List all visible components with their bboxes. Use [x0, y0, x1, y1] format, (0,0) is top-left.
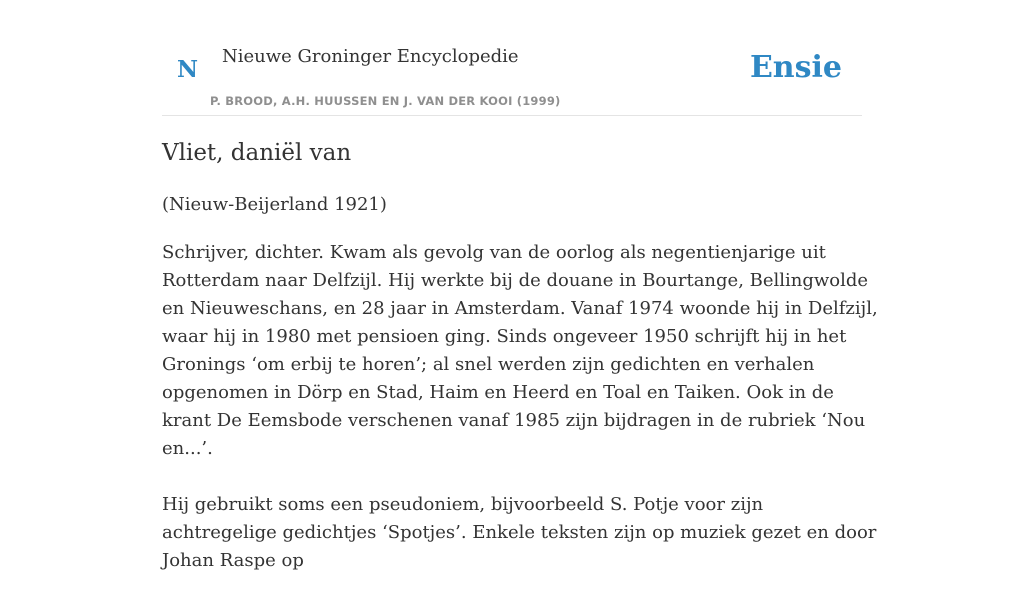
- entry-body: [162, 239, 882, 603]
- source-logo: N: [177, 56, 199, 83]
- source-authors: P. BROOD, A.H. HUUSSEN EN J. VAN DER KOOI (1999): [210, 94, 561, 108]
- entry-subtitle: (Nieuw-Beijerland 1921): [162, 194, 387, 215]
- entry-paragraph: Schrijver, dichter. Kwam als gevolg van de oorlog als negentienjarige uit Rotterdam naar Delfzijl. Hij werkte bij de douane in Bourtange, Bellingwolde en Nieuweschans, en 28 jaar in Amsterdam. Vanaf 1974 woonde hij in Delfzijl, waar hij in 1980 met pensioen ging. Sinds ongeveer 1950 schrijft hij in het Gronings ‘om erbij te horen’; al snel werden zijn gedichten en verhalen opgenomen in Dörp en Stad, Haim en Heerd en Toal en Taiken. Ook in de krant De Eemsbode verschenen vanaf 1985 zijn bijdragen in de rubriek ‘Nou en...’.: [162, 242, 878, 459]
- page: [162, 0, 878, 571]
- brand-logo-link[interactable]: Ensie: [749, 50, 842, 85]
- entry-paragraph: Hij gebruikt soms een pseudoniem, bijvoorbeeld S. Potje voor zijn achtregelige gedichtjes ‘Spotjes’. Enkele teksten zijn op muziek gezet en door Johan Raspe op: [162, 494, 877, 571]
- entry-title: Vliet, daniël van: [162, 140, 352, 166]
- source-header: [162, 0, 862, 116]
- source-title-link[interactable]: Nieuwe Groninger Encyclopedie: [222, 46, 519, 67]
